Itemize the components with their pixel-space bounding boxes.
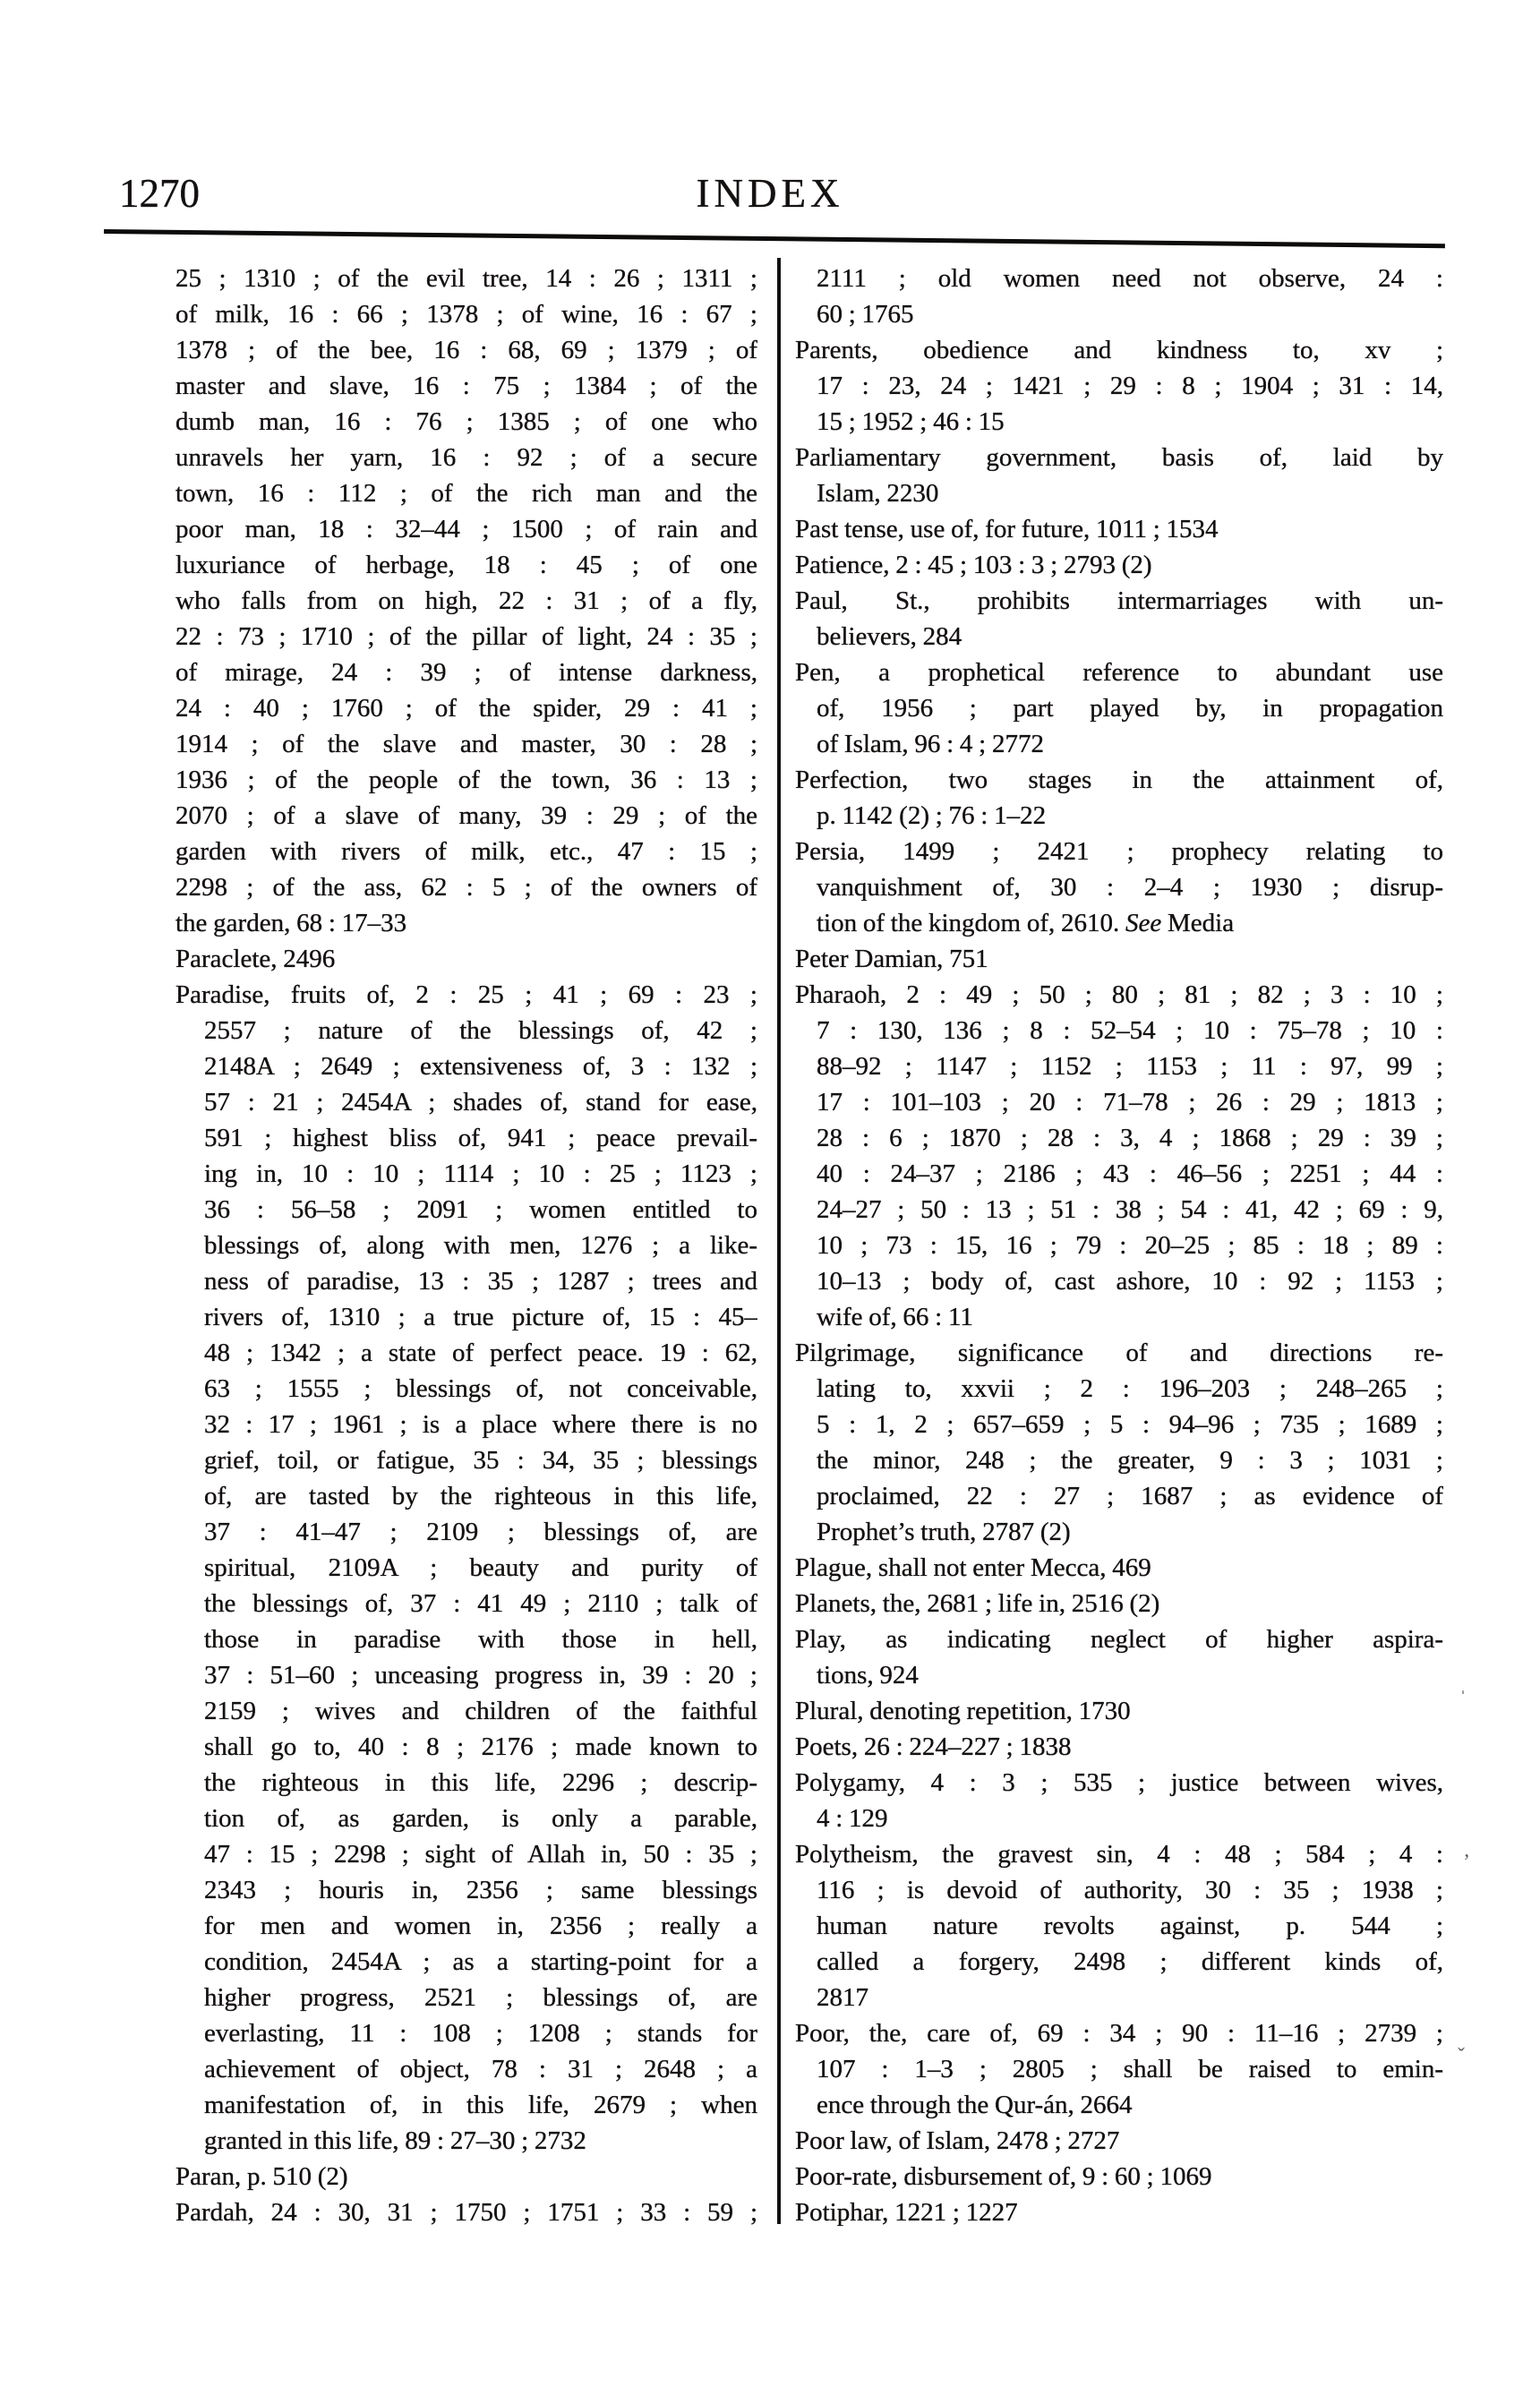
header-rule (104, 229, 1445, 248)
index-entry (795, 1693, 1443, 1729)
index-line: Pharaoh, 2 : 49 ; 50 ; 80 ; 81 ; 82 ; 3 : 10 ; (795, 980, 1443, 1009)
index-line: tion of the kingdom of, 2610. See Media (817, 909, 1235, 937)
index-line: 5 : 1, 2 ; 657–659 ; 5 : 94–96 ; 735 ; 1689 ; (817, 1410, 1443, 1439)
index-line: tion of, as garden, is only a parable, (204, 1804, 757, 1833)
index-line: everlasting, 11 : 108 ; 1208 ; stands for (204, 2019, 757, 2048)
index-line: Poor, the, care of, 69 : 34 ; 90 : 11–16 ; 2739 ; (795, 2019, 1443, 2048)
index-line: 17 : 23, 24 ; 1421 ; 29 : 8 ; 1904 ; 31 : 14, (817, 372, 1443, 400)
index-line: Paul, St., prohibits intermarriages with un- (795, 586, 1443, 615)
index-line: of, are tasted by the righteous in this life, (204, 1482, 757, 1510)
index-line: 1914 ; of the slave and master, 30 : 28 ; (175, 730, 757, 758)
index-entry (175, 261, 757, 941)
index-line: poor man, 18 : 32–44 ; 1500 ; of rain and (175, 515, 757, 543)
index-line: 2148A ; 2649 ; extensiveness of, 3 : 132 ; (204, 1052, 757, 1081)
index-entry (795, 1621, 1443, 1693)
scan-speck: ’ (1463, 1851, 1470, 1874)
index-line: tions, 924 (817, 1661, 919, 1690)
index-line: of Islam, 96 : 4 ; 2772 (817, 730, 1044, 758)
index-line: Paraclete, 2496 (175, 945, 336, 973)
index-entry (795, 1335, 1443, 1550)
index-line: 10 ; 73 : 15, 16 ; 79 : 20–25 ; 85 : 18 ; 89 : (817, 1231, 1443, 1260)
index-line: 107 : 1–3 ; 2805 ; shall be raised to emin- (817, 2055, 1443, 2083)
index-line: Play, as indicating neglect of higher aspira- (795, 1625, 1443, 1654)
index-line: 22 : 73 ; 1710 ; of the pillar of light, 24 : 35 ; (175, 622, 757, 651)
index-entry (795, 547, 1443, 583)
index-line: 2070 ; of a slave of many, 39 : 29 ; of the (175, 801, 757, 830)
index-entry (795, 2194, 1443, 2230)
index-entry (795, 834, 1443, 941)
index-line: 2159 ; wives and children of the faithful (204, 1697, 757, 1725)
index-line: 10–13 ; body of, cast ashore, 10 : 92 ; 1153 ; (817, 1267, 1443, 1296)
index-line: 37 : 41–47 ; 2109 ; blessings of, are (204, 1518, 757, 1546)
index-line: Peter Damian, 751 (795, 945, 988, 973)
index-line: condition, 2454A ; as a starting-point for a (204, 1947, 757, 1976)
index-line: 25 ; 1310 ; of the evil tree, 14 : 26 ; 1311 ; (175, 264, 757, 293)
index-line: ness of paradise, 13 : 35 ; 1287 ; trees and (204, 1267, 757, 1296)
index-line: 37 : 51–60 ; unceasing progress in, 39 : 20 ; (204, 1661, 757, 1690)
index-line: of milk, 16 : 66 ; 1378 ; of wine, 16 : 67 ; (175, 300, 757, 329)
index-line: 7 : 130, 136 ; 8 : 52–54 ; 10 : 75–78 ; 10 : (817, 1016, 1443, 1045)
index-line: granted in this life, 89 : 27–30 ; 2732 (204, 2126, 586, 2155)
index-line: Parliamentary government, basis of, laid by (795, 443, 1443, 472)
index-line: Planets, the, 2681 ; life in, 2516 (2) (795, 1589, 1160, 1618)
index-line: 40 : 24–37 ; 2186 ; 43 : 46–56 ; 2251 ; 44 : (817, 1159, 1443, 1188)
index-entry (795, 1765, 1443, 1836)
index-line: rivers of, 1310 ; a true picture of, 15 : 45– (204, 1303, 757, 1331)
index-line: vanquishment of, 30 : 2–4 ; 1930 ; disrup- (817, 873, 1443, 902)
index-line: Pilgrimage, significance of and directions re- (795, 1339, 1443, 1367)
index-line: of mirage, 24 : 39 ; of intense darkness, (175, 658, 757, 687)
index-line: 1936 ; of the people of the town, 36 : 13 ; (175, 766, 757, 794)
index-line: ing in, 10 : 10 ; 1114 ; 10 : 25 ; 1123 ; (204, 1159, 757, 1188)
index-line: lating to, xxvii ; 2 : 196–203 ; 248–265 ; (817, 1374, 1443, 1403)
index-line: manifestation of, in this life, 2679 ; when (204, 2091, 757, 2119)
index-entry (795, 762, 1443, 834)
index-line: 24–27 ; 50 : 13 ; 51 : 38 ; 54 : 41, 42 ; 69 : 9, (817, 1195, 1443, 1224)
index-line: 47 : 15 ; 2298 ; sight of Allah in, 50 : 35 ; (204, 1840, 757, 1869)
index-entry (795, 332, 1443, 440)
index-line: Pardah, 24 : 30, 31 ; 1750 ; 1751 ; 33 : 59 ; (175, 2198, 757, 2227)
index-line: achievement of object, 78 : 31 ; 2648 ; a (204, 2055, 757, 2083)
index-line: Poor-rate, disbursement of, 9 : 60 ; 1069 (795, 2162, 1212, 2191)
index-line: 15 ; 1952 ; 46 : 15 (817, 407, 1005, 436)
index-line: called a forgery, 2498 ; different kinds of, (817, 1947, 1443, 1976)
index-line: 591 ; highest bliss of, 941 ; peace prevail- (204, 1124, 757, 1152)
index-column-left (175, 261, 757, 2230)
index-line: 88–92 ; 1147 ; 1152 ; 1153 ; 11 : 97, 99 ; (817, 1052, 1443, 1081)
index-line: master and slave, 16 : 75 ; 1384 ; of the (175, 372, 757, 400)
index-line: 2298 ; of the ass, 62 : 5 ; of the owners of (175, 873, 757, 902)
index-line: Polygamy, 4 : 3 ; 535 ; justice between wives, (795, 1768, 1443, 1797)
index-line: 2343 ; houris in, 2356 ; same blessings (204, 1876, 757, 1904)
index-entry (175, 2159, 757, 2194)
index-entry (795, 977, 1443, 1335)
index-entry (795, 511, 1443, 547)
index-line: Parents, obedience and kindness to, xv ; (795, 336, 1443, 364)
index-entry (795, 654, 1443, 762)
index-line: Poor law, of Islam, 2478 ; 2727 (795, 2126, 1120, 2155)
index-line: of, 1956 ; part played by, in propagation (817, 694, 1443, 723)
index-line: 2557 ; nature of the blessings of, 42 ; (204, 1016, 757, 1045)
index-line: higher progress, 2521 ; blessings of, are (204, 1983, 757, 2012)
index-line: ence through the Qur-án, 2664 (817, 2091, 1133, 2119)
index-entry (795, 261, 1443, 332)
index-line: proclaimed, 22 : 27 ; 1687 ; as evidence of (817, 1482, 1443, 1510)
index-entry (175, 2194, 757, 2230)
index-line: luxuriance of herbage, 18 : 45 ; of one (175, 551, 757, 579)
index-entry (175, 977, 757, 2159)
index-line: 116 ; is devoid of authority, 30 : 35 ; 1938 ; (817, 1876, 1443, 1904)
index-entry (795, 2123, 1443, 2159)
index-line: shall go to, 40 : 8 ; 2176 ; made known to (204, 1732, 757, 1761)
index-line: 1378 ; of the bee, 16 : 68, 69 ; 1379 ; of (175, 336, 757, 364)
index-line: Past tense, use of, for future, 1011 ; 1534 (795, 515, 1219, 543)
index-line: Islam, 2230 (817, 479, 939, 508)
index-line: Patience, 2 : 45 ; 103 : 3 ; 2793 (2) (795, 551, 1152, 579)
index-line: Plural, denoting repetition, 1730 (795, 1697, 1131, 1725)
index-column-right (795, 261, 1443, 2230)
index-entry (175, 941, 757, 977)
index-line: unravels her yarn, 16 : 92 ; of a secure (175, 443, 757, 472)
index-line: Perfection, two stages in the attainment of, (795, 766, 1443, 794)
index-line: Plague, shall not enter Mecca, 469 (795, 1553, 1151, 1582)
index-line: Prophet’s truth, 2787 (2) (817, 1518, 1071, 1546)
index-line: Paran, p. 510 (2) (175, 2162, 348, 2191)
index-line: 24 : 40 ; 1760 ; of the spider, 29 : 41 ; (175, 694, 757, 723)
index-line: p. 1142 (2) ; 76 : 1–22 (817, 801, 1047, 830)
index-entry (795, 941, 1443, 977)
index-line: grief, toil, or fatigue, 35 : 34, 35 ; blessings (204, 1446, 757, 1475)
index-entry (795, 1836, 1443, 2015)
page-title: INDEX (696, 171, 844, 216)
index-entry (795, 2159, 1443, 2194)
index-line: who falls from on high, 22 : 31 ; of a fly, (175, 586, 757, 615)
index-line: wife of, 66 : 11 (817, 1303, 973, 1331)
index-line: Paradise, fruits of, 2 : 25 ; 41 ; 69 : 23 ; (175, 980, 757, 1009)
index-line: Potiphar, 1221 ; 1227 (795, 2198, 1018, 2227)
index-line: Pen, a prophetical reference to abundant use (795, 658, 1443, 687)
index-entry (795, 583, 1443, 654)
index-line: 28 : 6 ; 1870 ; 28 : 3, 4 ; 1868 ; 29 : 39 ; (817, 1124, 1443, 1152)
index-line: Poets, 26 : 224–227 ; 1838 (795, 1732, 1072, 1761)
index-line: dumb man, 16 : 76 ; 1385 ; of one who (175, 407, 757, 436)
index-line: 60 ; 1765 (817, 300, 914, 329)
index-entry (795, 1586, 1443, 1621)
index-entry (795, 1550, 1443, 1586)
index-line: town, 16 : 112 ; of the rich man and the (175, 479, 757, 508)
index-line: 57 : 21 ; 2454A ; shades of, stand for ease, (204, 1088, 757, 1116)
index-line: the blessings of, 37 : 41 49 ; 2110 ; talk of (204, 1589, 757, 1618)
index-entry (795, 2015, 1443, 2123)
index-line: the righteous in this life, 2296 ; descrip- (204, 1768, 757, 1797)
index-line: Polytheism, the gravest sin, 4 : 48 ; 584 ; 4 : (795, 1840, 1443, 1869)
column-divider (777, 258, 781, 2224)
scan-speck: ˈ (1459, 1688, 1467, 1711)
index-entry (795, 440, 1443, 511)
index-line: 4 : 129 (817, 1804, 888, 1833)
index-line: believers, 284 (817, 622, 962, 651)
index-line: blessings of, along with men, 1276 ; a like- (204, 1231, 757, 1260)
index-line: 36 : 56–58 ; 2091 ; women entitled to (204, 1195, 757, 1224)
index-line: 17 : 101–103 ; 20 : 71–78 ; 26 : 29 ; 1813 ; (817, 1088, 1443, 1116)
index-line: 48 ; 1342 ; a state of perfect peace. 19 : 62, (204, 1339, 757, 1367)
index-line: 2111 ; old women need not observe, 24 : (817, 264, 1443, 293)
index-line: the garden, 68 : 17–33 (175, 909, 407, 937)
page-number: 1270 (119, 171, 200, 216)
index-line: 2817 (817, 1983, 868, 2012)
index-entry (795, 1729, 1443, 1765)
index-line: Persia, 1499 ; 2421 ; prophecy relating to (795, 837, 1443, 866)
index-line: those in paradise with those in hell, (204, 1625, 757, 1654)
index-line: 63 ; 1555 ; blessings of, not conceivable, (204, 1374, 757, 1403)
index-line: garden with rivers of milk, etc., 47 : 15 ; (175, 837, 757, 866)
index-line: spiritual, 2109A ; beauty and purity of (204, 1553, 757, 1582)
index-line: the minor, 248 ; the greater, 9 : 3 ; 1031 ; (817, 1446, 1443, 1475)
scan-speck: ˬ (1458, 2028, 1465, 2051)
index-line: 32 : 17 ; 1961 ; is a place where there is no (204, 1410, 757, 1439)
index-line: for men and women in, 2356 ; really a (204, 1912, 757, 1940)
index-line: human nature revolts against, p. 544 ; (817, 1912, 1443, 1940)
